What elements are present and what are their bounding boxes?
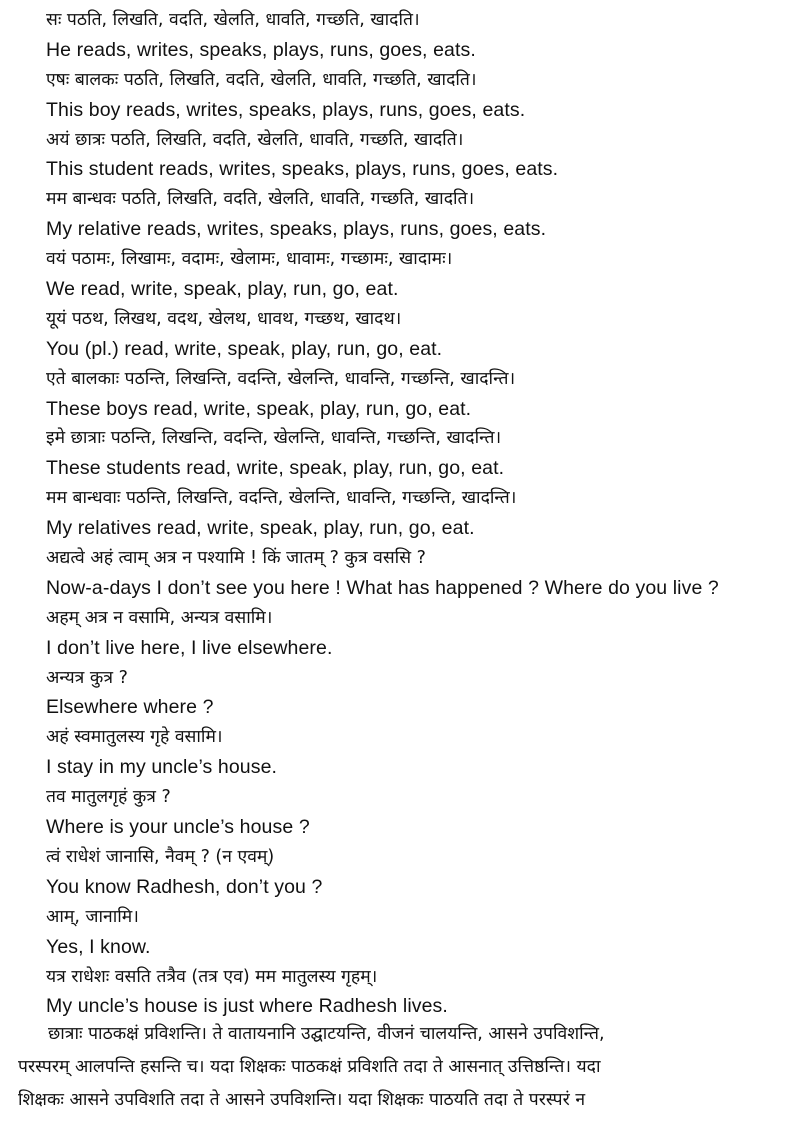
sanskrit-sentence: वयं पठामः, लिखामः, वदामः, खेलामः, धावामः, गच्छामः, खादामः। — [46, 249, 453, 270]
english-translation: This boy reads, writes, speaks, plays, runs, goes, eats. — [46, 98, 526, 121]
paragraph-line: परस्परम् आलपन्ति हसन्ति च। यदा शिक्षकः पाठकक्षं प्रविशति तदा ते आसनात् उत्तिष्ठन्ति। यदा — [18, 1057, 601, 1077]
english-translation: I stay in my uncle’s house. — [46, 756, 278, 779]
english-translation: I don’t live here, I live elsewhere. — [46, 636, 333, 659]
english-translation: Where is your uncle’s house ? — [46, 816, 310, 839]
sanskrit-sentence: सः पठति, लिखति, वदति, खेलति, धावति, गच्छति, खादति। — [46, 10, 420, 30]
english-translation: These students read, write, speak, play, run, go, eat. — [46, 457, 505, 480]
sanskrit-sentence: अहं स्वमातुलस्य गृहे वसामि। — [46, 727, 223, 748]
paragraph-line: शिक्षकः आसने उपविशति तदा ते आसने उपविशन्ति। यदा शिक्षकः पाठयति तदा ते परस्परं न — [18, 1090, 586, 1110]
sanskrit-sentence: अन्यत्र कुत्र ? — [46, 667, 128, 688]
sanskrit-sentence: इमे छात्राः पठन्ति, लिखन्ति, वदन्ति, खेलन्ति, धावन्ति, गच्छन्ति, खादन्ति। — [46, 428, 502, 449]
sanskrit-sentence: यत्र राधेशः वसति तत्रैव (तत्र एव) मम मातुलस्य गृहम्। — [46, 966, 378, 987]
sanskrit-sentence: अहम् अत्र न वसामि, अन्यत्र वसामि। — [46, 607, 273, 628]
english-translation: Now-a-days I don’t see you here ! What has happened ? Where do you live ? — [46, 576, 719, 599]
sanskrit-sentence: एते बालकाः पठन्ति, लिखन्ति, वदन्ति, खेलन्ति, धावन्ति, गच्छन्ति, खादन्ति। — [46, 368, 516, 389]
sanskrit-sentence: मम बान्धवः पठति, लिखति, वदति, खेलति, धावति, गच्छति, खादति। — [46, 189, 475, 210]
sanskrit-sentence: अयं छात्रः पठति, लिखति, वदति, खेलति, धावति, गच्छति, खादति। — [46, 129, 464, 150]
sanskrit-sentence: मम बान्धवाः पठन्ति, लिखन्ति, वदन्ति, खेलन्ति, धावन्ति, गच्छन्ति, खादन्ति। — [46, 488, 517, 509]
english-translation: These boys read, write, speak, play, run, go, eat. — [46, 397, 472, 420]
english-translation: Yes, I know. — [46, 935, 151, 958]
sanskrit-sentence: आम्, जानामि। — [46, 906, 139, 927]
english-translation: My relatives read, write, speak, play, run, go, eat. — [46, 517, 475, 540]
english-translation: You know Radhesh, don’t you ? — [46, 875, 323, 898]
english-translation: Elsewhere where ? — [46, 696, 214, 719]
prose-paragraph — [18, 1018, 786, 1117]
english-translation: We read, write, speak, play, run, go, eat. — [46, 278, 399, 301]
sentence-list — [46, 6, 786, 1022]
english-translation: My uncle’s house is just where Radhesh lives. — [46, 995, 448, 1018]
sanskrit-sentence: यूयं पठथ, लिखथ, वदथ, खेलथ, धावथ, गच्छथ, खादथ। — [46, 308, 402, 329]
sanskrit-sentence: त्वं राधेशं जानासि, नैवम् ? (न एवम्) — [46, 846, 275, 867]
sanskrit-sentence: तव मातुलगृहं कुत्र ? — [46, 787, 171, 808]
english-translation: This student reads, writes, speaks, plays, runs, goes, eats. — [46, 158, 559, 181]
english-translation: He reads, writes, speaks, plays, runs, goes, eats. — [46, 38, 476, 61]
sanskrit-sentence: अद्यत्वे अहं त्वाम् अत्र न पश्यामि ! किं जातम् ? कुत्र वससि ? — [46, 548, 426, 569]
sanskrit-sentence: एषः बालकः पठति, लिखति, वदति, खेलति, धावति, गच्छति, खादति। — [46, 69, 477, 90]
paragraph-line: छात्राः पाठकक्षं प्रविशन्ति। ते वातायनानि उद्घाटयन्ति, वीजनं चालयन्ति, आसने उपविशन्ति, — [48, 1024, 605, 1044]
english-translation: My relative reads, writes, speaks, plays, runs, goes, eats. — [46, 218, 547, 241]
english-translation: You (pl.) read, write, speak, play, run, go, eat. — [46, 337, 443, 360]
